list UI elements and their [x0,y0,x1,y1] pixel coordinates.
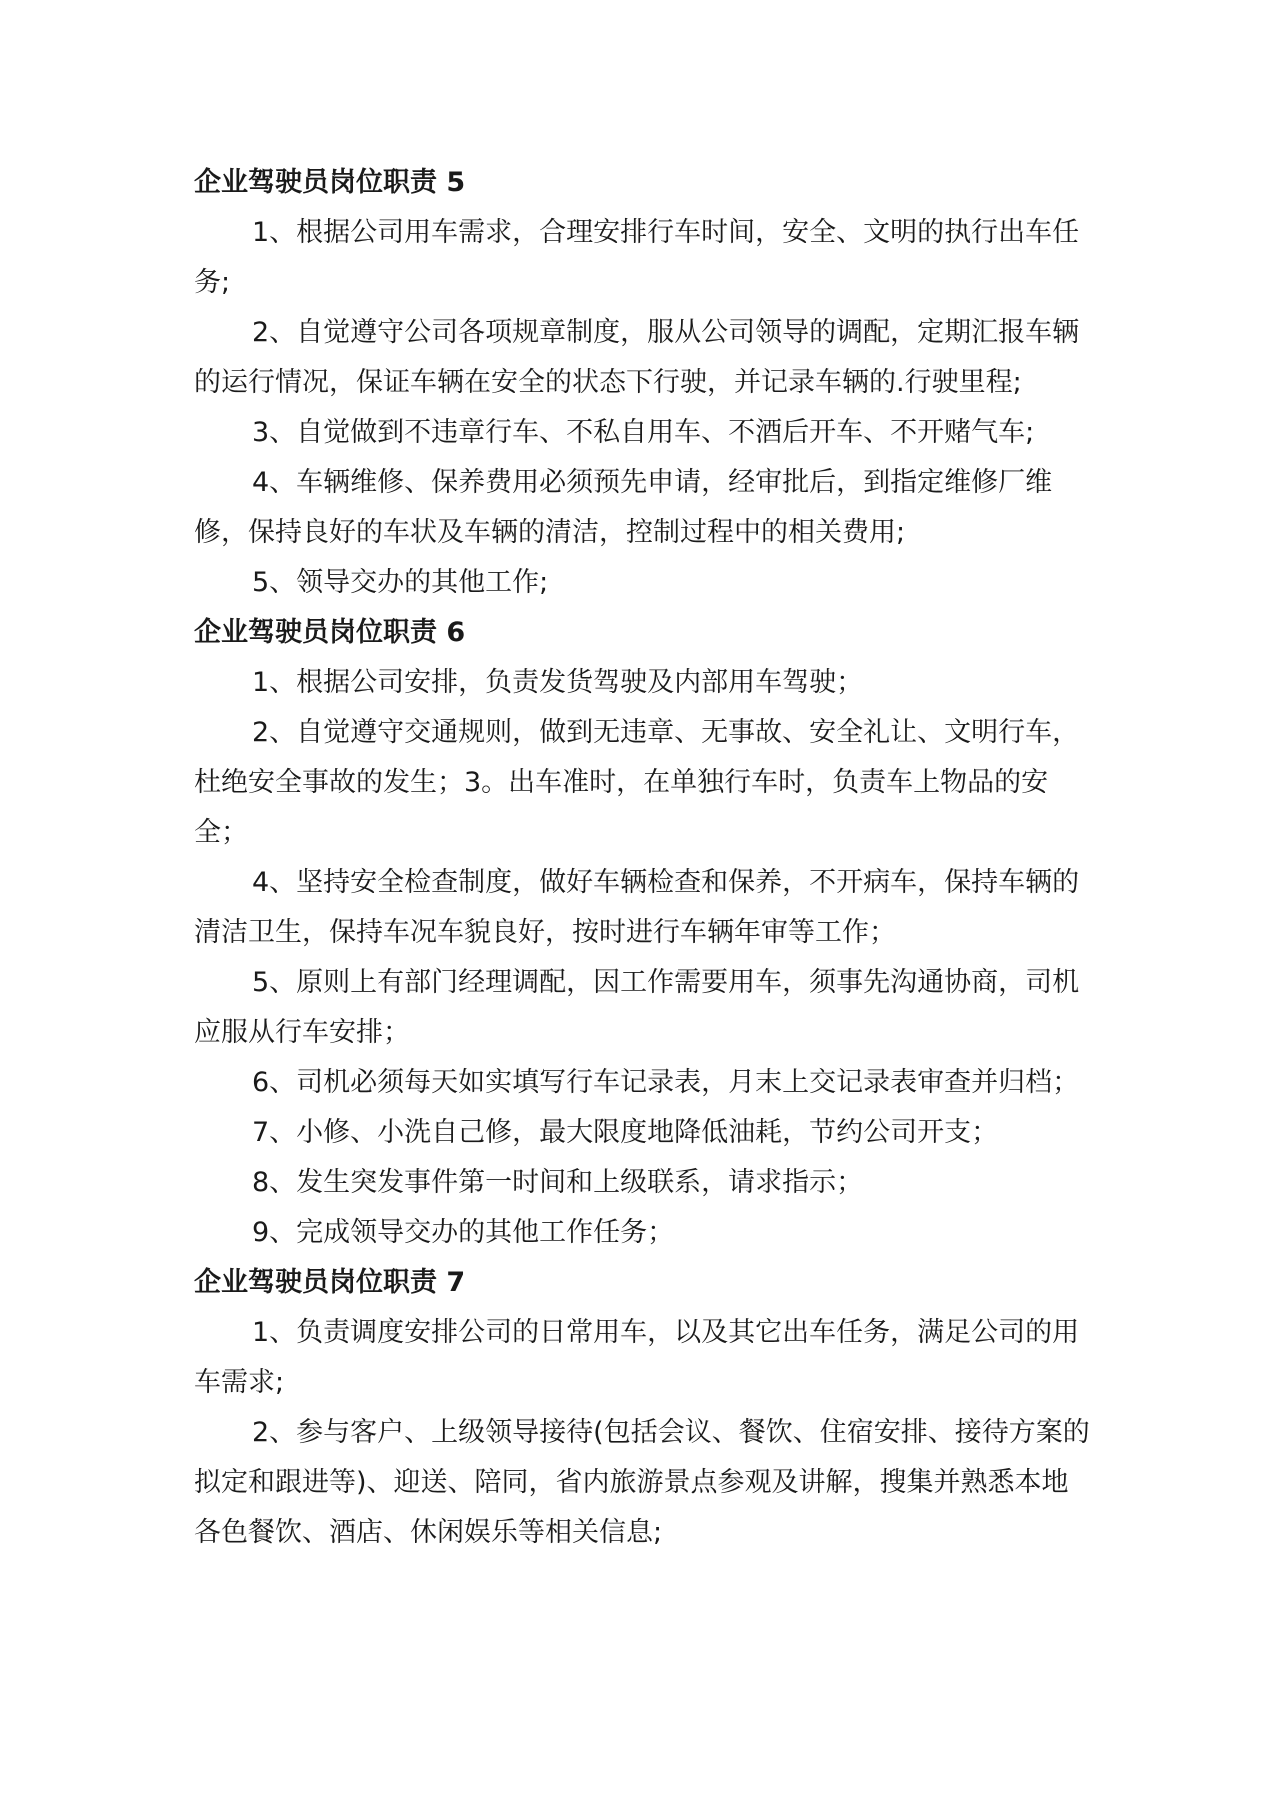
list-item: 2、参与客户、上级领导接待(包括会议、餐饮、住宿安排、接待方案的拟定和跟进等)、迎送、陪同，省内旅游景点参观及讲解，搜集并熟悉本地各色餐饮、酒店、休闲娱乐等相关信息; [194,1417,1090,1548]
list-item: 2、自觉遵守交通规则，做到无违章、无事故、安全礼让、文明行车，杜绝安全事故的发生；3。出车准时，在单独行车时，负责车上物品的安全； [194,717,1080,848]
section-title: 企业驾驶员岗位职责 6 [194,617,466,648]
list-item: 3、自觉做到不违章行车、不私自用车、不酒后开车、不开赌气车; [252,417,1035,448]
list-item: 5、领导交办的其他工作; [252,567,549,598]
section-title: 企业驾驶员岗位职责 5 [194,167,466,198]
list-item: 7、小修、小洗自己修，最大限度地降低油耗，节约公司开支； [252,1117,999,1148]
list-item: 5、原则上有部门经理调配，因工作需要用车，须事先沟通协商，司机应服从行车安排； [194,967,1080,1048]
list-item: 1、负责调度安排公司的日常用车，以及其它出车任务，满足公司的用车需求; [194,1317,1080,1398]
list-item: 1、根据公司用车需求，合理安排行车时间，安全、文明的执行出车任务; [194,217,1080,298]
section-7 [194,1258,1094,1558]
section-title: 企业驾驶员岗位职责 7 [194,1267,466,1298]
document-body [194,158,1094,1558]
list-item: 6、司机必须每天如实填写行车记录表，月末上交记录表审查并归档； [252,1067,1080,1098]
list-item: 4、坚持安全检查制度，做好车辆检查和保养，不开病车，保持车辆的清洁卫生，保持车况车貌良好，按时进行车辆年审等工作； [194,867,1080,948]
section-5 [194,158,1094,608]
list-item: 4、车辆维修、保养费用必须预先申请，经审批后，到指定维修厂维修，保持良好的车状及车辆的清洁，控制过程中的相关费用; [194,467,1053,548]
list-item: 1、根据公司安排，负责发货驾驶及内部用车驾驶； [252,667,864,698]
list-item: 8、发生突发事件第一时间和上级联系，请求指示； [252,1167,864,1198]
section-6 [194,608,1094,1258]
list-item: 2、自觉遵守公司各项规章制度，服从公司领导的调配，定期汇报车辆的运行情况，保证车辆在安全的状态下行驶，并记录车辆的.行驶里程; [194,317,1080,398]
list-item: 9、完成领导交办的其他工作任务； [252,1217,675,1248]
